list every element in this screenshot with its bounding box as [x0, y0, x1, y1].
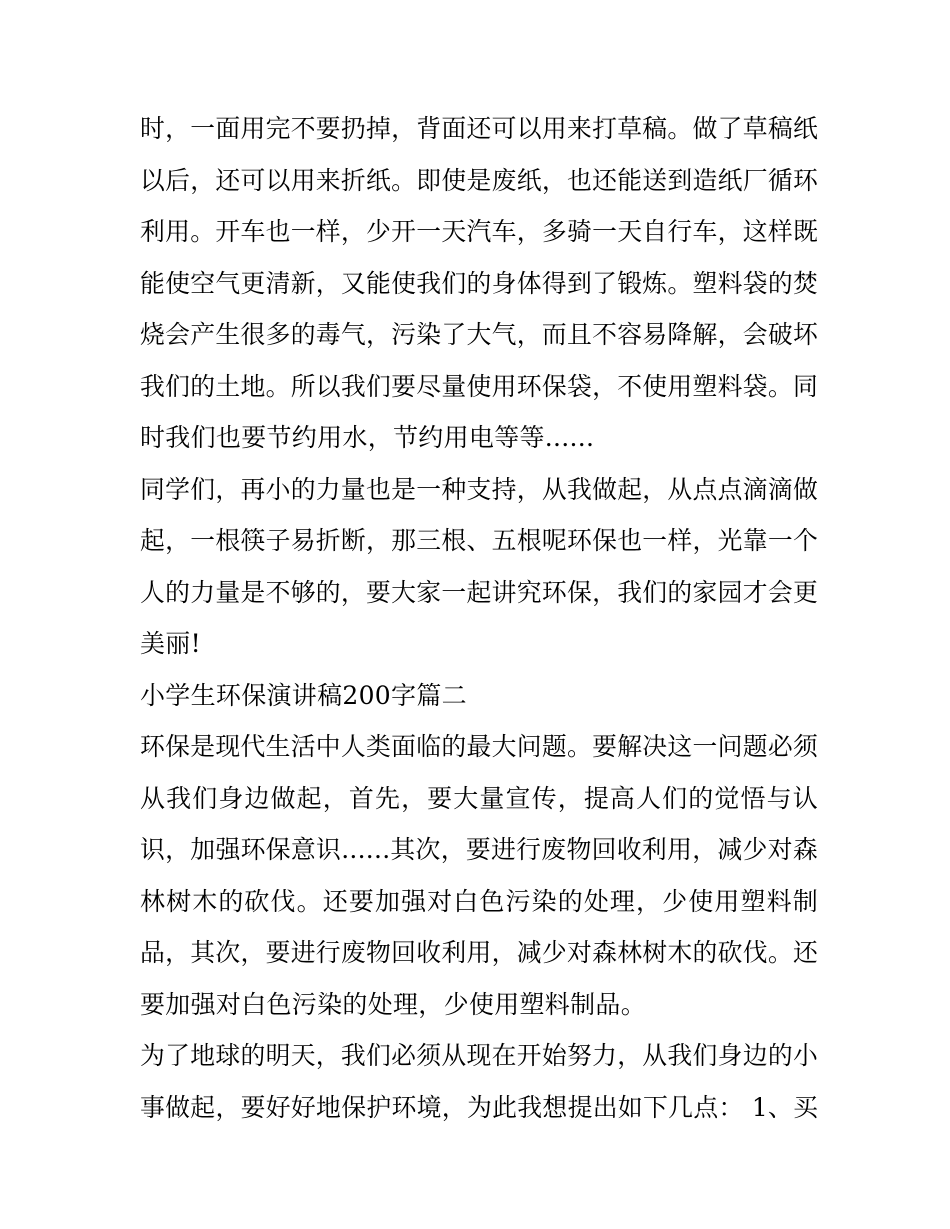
text-line: 同学们，再小的力量也是一种支持，从我做起，从点点滴滴做	[140, 474, 819, 504]
text-line: 为了地球的明天，我们必须从现在开始努力，从我们身边的小	[140, 1041, 819, 1070]
text-line: 人的力量是不够的，要大家一起讲究环保，我们的家园才会更	[140, 577, 819, 607]
text-line: 能使空气更清新，又能使我们的身体得到了锻炼。塑料袋的焚	[140, 268, 819, 298]
text-line: 起，一根筷子易折断，那三根、五根呢环保也一样，光靠一个	[140, 526, 819, 555]
text-line: 林树木的砍伐。还要加强对白色污染的处理，少使用塑料制	[140, 886, 818, 916]
text-line: 时我们也要节约用水，节约用电等等......	[140, 423, 595, 452]
text-line: 要加强对白色污染的处理，少使用塑料制品。	[140, 989, 647, 1019]
text-line: 以后，还可以用来折纸。即使是废纸，也还能送到造纸厂循环	[140, 165, 819, 195]
text-line: 烧会产生很多的毒气，污染了大气，而且不容易降解，会破坏	[140, 320, 819, 349]
text-line: 品，其次，要进行废物回收利用，减少对森林树木的砍伐。还	[140, 938, 819, 967]
text-line: 美丽!	[140, 629, 201, 658]
text-line: 事做起，要好好地保护环境，为此我想提出如下几点： 1、买	[140, 1092, 819, 1122]
text-line: 利用。开车也一样，少开一天汽车，多骑一天自行车，这样既	[140, 217, 819, 246]
text-line: 我们的土地。所以我们要尽量使用环保袋，不使用塑料袋。同	[140, 371, 819, 401]
text-line: 时，一面用完不要扔掉，背面还可以用来打草稿。做了草稿纸	[140, 114, 819, 143]
section-heading: 小学生环保演讲稿200字篇二	[140, 680, 467, 710]
document-body	[140, 103, 818, 1133]
text-line: 从我们身边做起，首先，要大量宣传，提高人们的觉悟与认	[140, 783, 818, 813]
text-line: 识，加强环保意识......其次，要进行废物回收利用，减少对森	[140, 835, 818, 864]
text-line: 环保是现代生活中人类面临的最大问题。要解决这一问题必须	[140, 732, 819, 761]
